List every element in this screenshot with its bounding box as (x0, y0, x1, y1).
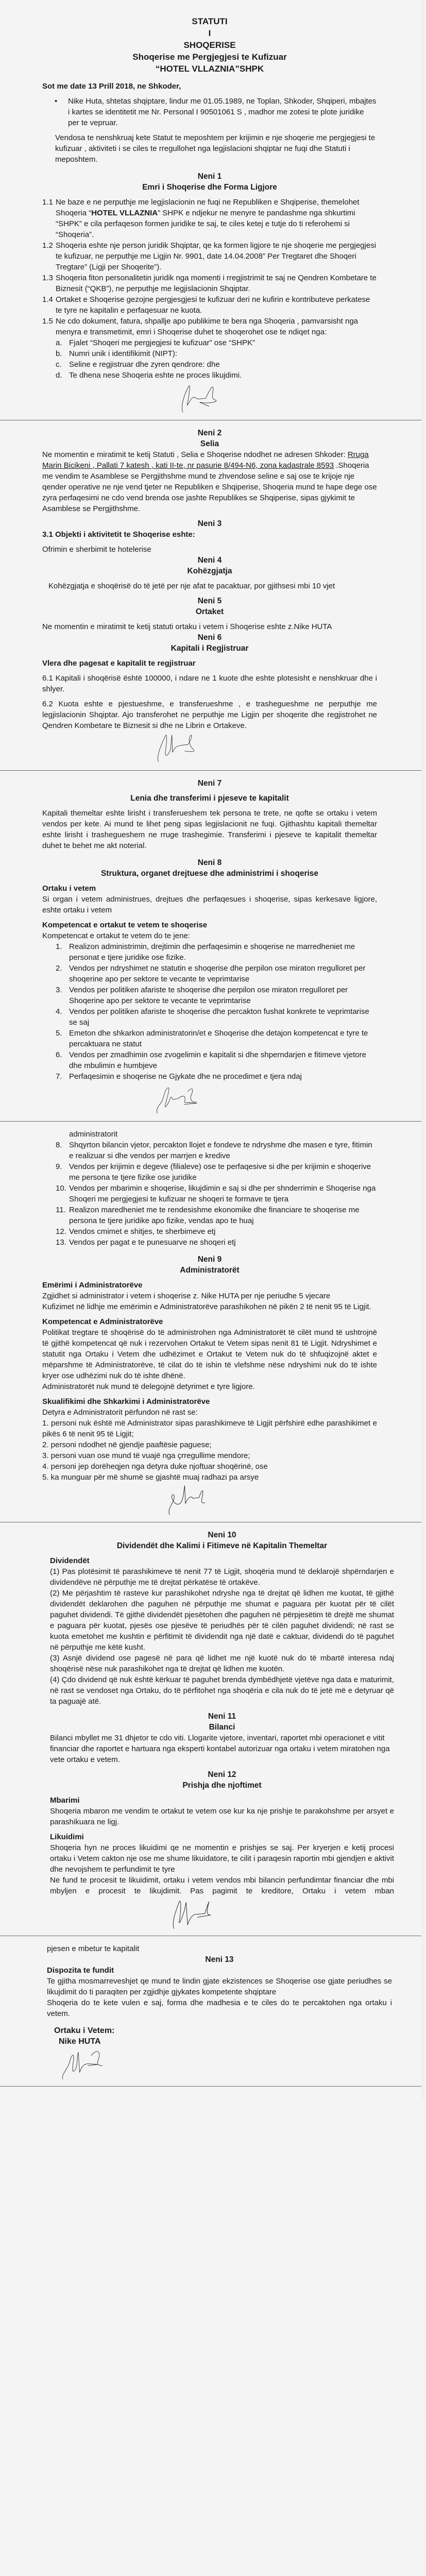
article-number: Neni 12 (208, 1770, 236, 1779)
article-title: Administratorët (180, 1266, 240, 1275)
clause-1-2 (42, 240, 377, 273)
liquidation-continuation: pjesen e mbetur te kapitalit (47, 1944, 140, 1953)
article-title: Struktura, organet drejtuese dhe administrimi i shoqerise (100, 869, 319, 878)
page-break (0, 1121, 421, 1122)
section-heading: Ortaku i vetem (42, 884, 96, 893)
admin-competences-text: Politikat tregtare të shoqërisë do të administrohen nga Administratorët të cilët mund të ushtrojnë të gjithë kompetencat që nuk i rezervohen Ortakut te Vetem sipas nenit 81 të Ligjit. Ndryshimet e statutit nga Ortaku i Vetem dhe udhëzimet e Ortakut te Vetem nuk do të shfuqizojnë aktet e mëparshme të Administratorëve, të cilat do të ishin të vlefshme nëse ndryshimi nuk do të ishte kryer ose udhëzimi nuk do të ishte dhënë. (42, 1328, 377, 1380)
date-line: Sot me date 13 Prill 2018, ne Shkoder, (42, 82, 181, 91)
article-number: Neni 9 (197, 1255, 222, 1264)
list-item: 12. Vendos cmimet e shitjes, te sherbimeve etj (56, 1227, 216, 1236)
list-item: 1. personi nuk është më Administrator sipas parashikimeve të Ligjit përfshirë edhe parashikimet e pikës 6 të nenit 95 të Ligjit; (42, 1419, 377, 1438)
clause-1-1 (42, 197, 377, 240)
article-number: Neni 11 (208, 1712, 236, 1721)
article-title: Bilanci (209, 1723, 235, 1732)
section-heading: Kompetencat e ortakut te vetem te shoqerise (42, 921, 208, 929)
competences-intro: Kompetencat e ortakut te vetem do te jene: (42, 931, 190, 940)
section-heading: Dividendët (50, 1556, 90, 1565)
page-edge (422, 0, 423, 2099)
company-name-bold: HOTEL VLLAZNIA (91, 209, 158, 217)
signature (61, 2049, 105, 2081)
section-heading: Likuidimi (50, 1833, 84, 1841)
dividend-clause: (3) Asnjë dividend ose pagesë në para që lidhet me një kuotë nuk do të mbartë interesa ndaj shoqërisë nëse nuk parashikohet nga të drejtat që lidhen me kuotën. (50, 1654, 394, 1673)
clause-number: 1.2 (42, 241, 53, 250)
list-item: 6. Vendos per zmadhimin ose zvogelimin e kapitalit si dhe shperndarjen e fitimeve vjetore dhe mbulimin e humbjeve (56, 1050, 366, 1070)
activity-text: Ofrimin e sherbimit te hotelerise (42, 545, 151, 554)
section-heading: Skualifikimi dhe Shkarkimi i Administratorëve (42, 1397, 210, 1406)
section-heading: Dispozita te fundit (47, 1966, 114, 1975)
registered-address: Rruga Marin Bicikeni , Pallati 7 katesh , kati II-te, nr pasurie 8/494-N6, zona kadastrale 8593 (42, 450, 369, 470)
clause-text: Ne baze e ne perputhje me legjislacionin ne fuqi ne Republiken e Shqiperise, themelohet Shoqeria “ (56, 198, 360, 217)
clause-number: 1.4 (42, 295, 53, 304)
list-item: 3. personi vuan ose mund të vuajë nga çrregullime mendore; (42, 1451, 250, 1460)
list-item: 13. Vendos per pagat e te punesuarve ne shoqeri etj (56, 1238, 236, 1247)
admin-delegation-text: Administratorët nuk mund të delegojnë detyrimet e tyre ligjore. (42, 1382, 255, 1391)
capital-clause-6-1: 6.1 Kapitali i shoqërisë është 100000, i ndare ne 1 kuote dhe eshte plotesisht e nenshkruar dhe i shlyer. (42, 674, 377, 693)
sole-partner-text: Si organ i vetem administrues, drejtues dhe perfaqesues i shoqerise, sipas kerkesave ligjore, eshte ortaku i vetem (42, 895, 377, 914)
list-item: 7. Perfaqesimin e shoqerise ne Gjykate dhe ne procedimet e tjera ndaj (56, 1072, 302, 1081)
page-6 (0, 1943, 426, 2081)
list-item: 5. ka munguar për më shumë se gjashtë muaj radhazi pa arsye (42, 1473, 259, 1482)
list-item: 1. Realizon administrimin, drejtimin dhe perfaqesimin e shoqerise ne marredheniet me personat e tjere juridike ose fizike. (56, 942, 355, 962)
list-item: 4. Vendos per politiken afariste te shoqerise dhe percakton fushat konkrete te veprimtarise se saj (56, 1007, 369, 1027)
list-item: 5. Emeton dhe shkarkon administratorin/et e Shoqerise dhe detajon kompetencat e tyre te percaktuara ne statut (56, 1029, 368, 1048)
list-item: 10. Vendos per mbarimin e shoqerise, likujdimin e saj si dhe per shnderrimin e Shoqerise nga Shoqeri me pergjegjesi te kufizuar ne shoqeri te formave te tjera (56, 1184, 376, 1204)
company-name: “HOTEL VLLAZNIA”SHPK (155, 64, 264, 74)
clause-text: Shoqeria fiton personalitetin juridik nga momenti i rregjistrimit te saj ne Qendren Kombetare te Biznesit (“QKB”), ne perputhje me legjislacionin Shqiptar. (56, 274, 377, 293)
article-number: Neni 2 (197, 429, 222, 437)
doc-title: STATUTI (192, 16, 228, 26)
article-title: Kapitali i Regjistruar (171, 644, 249, 653)
dividend-clause: (2) Me përjashtim të rasteve kur parashikohet ndryshe nga të drejtat që lidhen me kuotat, të gjithë dividendët deklarohen dhe paguhen në përputhje me shumat e paguara për kuotat për të cilët paguhet dividendi. Të gjithë dividendët pjesëtohen dhe paguhen në përpjesëtim të drejtë me shumat e paguara për kuotat, pjesës ose pjesëve të periudhës për të cilën paguhet dividendi; në rast se kuota emetohet me kushtin e përfitimit të dividendit nga një datë e caktuar, dividendi do të paguhet në përputhje me këtë kusht. (50, 1589, 394, 1652)
list-item: d. Te dhena nese Shoqeria eshte ne proces likujdimi. (56, 371, 242, 380)
signoff-role: Ortaku i Vetem: (54, 2026, 115, 2035)
page-break (0, 770, 421, 771)
liquidation-final-text: Ne fund te procesit te likuidimit, ortaku i vetem vendos mbi bilancin perfundimtar financiar dhe mbi mbyljen e procesit te likujdimit. Pas pagimit te kreditore, Ortaku i vetem mban (50, 1876, 394, 1895)
article-title: Prishja dhe njoftimet (182, 1781, 262, 1790)
page-break (0, 2086, 421, 2087)
page-4 (0, 1129, 426, 1517)
clause-text: Shoqeria eshte nje person juridik Shqiptar, qe ka formen ligjore te nje shoqerie me pergjegjesi te kufizuar, ne perputhje me Ligjin Nr. 9901, date 14.04.2008” Per Tregtaret dhe Shoqeri Tregtare” (Ligji per Shoqerite”). (56, 241, 377, 272)
partners-text: Ne momentin e miratimit te ketij statuti ortaku i vetem i Shoqerise eshte z.Nike HUTA (42, 622, 332, 631)
doc-title-conjunction: I (208, 28, 211, 38)
section-heading: Emërimi i Administratorëve (42, 1281, 143, 1290)
clause-text: ” SHPK e ndjekur ne menyre te pandashme nga shkurtimi “SHPK” e cila perfaqeson formen juridike te saj, te ciles ketej e tutje do ti referohemi si “Shoqeria”. (56, 209, 355, 239)
article-number: Neni 3 (197, 519, 222, 528)
disputes-text: Te gjitha mosmarreveshjet qe mund te lindin gjate ekzistences se Shoqerise ose gjate periudhes se likujdimit do ti paraqiten per zgjidhje gjykates kompetente shqiptare (47, 1977, 392, 1996)
dividend-clause: (4) Çdo dividend që nuk është kërkuar të paguhet brenda dymbëdhjetë vjetëve nga data e maturimit, në rast se vendoset nga Ortaku, do të përfitohet nga shoqëria e cila nuk do të jetë më e detyruar që ta paguajë atë. (50, 1675, 394, 1706)
article-number: Neni 4 (197, 556, 222, 565)
article-number: Neni 7 (197, 779, 222, 788)
article-title: Kohëzgjatja (187, 567, 232, 575)
article-number: Neni 13 (205, 1955, 234, 1964)
article-title: Selia (200, 439, 219, 448)
list-item-continuation: administratorit (69, 1130, 118, 1139)
founder-item (55, 96, 377, 128)
list-item: 9. Vendos per krijimin e degeve (filialeve) ose te perfaqesive si dhe per krijimin e shoqerive me persona te tjere fizike ose juridike (56, 1162, 371, 1182)
article-number: Neni 6 (197, 633, 222, 642)
clause-number: 1.5 (42, 317, 53, 326)
bullet-icon: • (55, 97, 58, 106)
article-title: Lenia dhe transferimi i pjeseve te kapitalit (130, 794, 289, 803)
signature (156, 733, 199, 765)
signature (156, 1084, 202, 1116)
article-number: Neni 10 (208, 1531, 236, 1539)
page-3 (0, 778, 426, 1116)
page-1 (0, 15, 426, 415)
list-item: 11. Realizon maredheniet me te rendesishme ekonomike dhe financiare te shoqerise me persona te tjere juridike apo fizike, vendas apo te huaj (56, 1206, 360, 1225)
list-item: c. Seline e regjistruar dhe zyren qendrore: dhe (56, 360, 220, 369)
page-2 (0, 428, 426, 765)
section-heading: Kompetencat e Administratorëve (42, 1317, 163, 1326)
dividend-clause: (1) Pas plotësimit të parashikimeve të nenit 77 të Ligjit, shoqëria mund të deklarojë shpërndarjen e dividendëve në përputhje me të drejtat përkatëse të ortakëve. (50, 1567, 394, 1587)
list-item: b. Numri unik i identifikimit (NIPT): (56, 349, 178, 358)
doc-subtitle: SHOQERISE (183, 40, 236, 50)
section-heading: Mbarimi (50, 1796, 80, 1805)
signature (166, 1485, 209, 1517)
clause-text: Ne cdo dokument, fatura, shpallje apo publikime te bera nga Shoqeria , pamvarsisht nga menyra e transmetimit, emri i Shoqerise duhet te shoqerohet ose te ndiqet nga: (56, 317, 359, 336)
article-number: Neni 8 (197, 858, 222, 867)
article-title: Dividendët dhe Kalimi i Fitimeve në Kapitalin Themeltar (116, 1541, 328, 1550)
clause-text: Ortaket e Shoqerise gezojne pergjesgjesi te kufizuar deri ne kufirin e kontributeve perkatese te tyre ne kapitalin e perfaqesuar ne kuota. (56, 295, 370, 315)
termination-text: Shoqeria mbaron me vendim te ortakut te vetem ose kur ka nje prishje te parakohshme per arsyet e parashikuara ne ligj. (50, 1807, 394, 1826)
decision-text: Vendosa te nenshkruaj kete Statut te meposhtem per krijimin e nje shoqerie me pergjegjesi te kufizuar , aktiviteti i se ciles te rregullohet nga legjislacioni shqiptar ne fuqi dhe Statuti i meposhtem. (55, 133, 376, 164)
list-item: 8. Shqyrton bilancin vjetor, percakton llojet e fondeve te ndryshme dhe masen e tyre, fitimin e realizuar si dhe vendos per marrjen e kredive (56, 1141, 372, 1160)
capital-clause-6-2: 6.2 Kuota eshte e pjestueshme, e transferueshme , e trashegueshme ne perputhje me legjislacionin Shqiptar. Ajo transferohet ne perputhje me Ligjin per shoqerite dhe regjistrohet ne Qendren Kombetare te Biznesit si dhe ne Librin e Ortakeve. (42, 700, 377, 730)
company-type: Shoqerise me Pergjegjesi te Kufizuar (132, 52, 287, 62)
list-item: 2. personi ndodhet në gjendje paaftësie paguese; (42, 1440, 212, 1449)
liquidation-text: Shoqeria hyn ne proces likuidimi qe ne momentin e prishjes se saj. Per kryerjen e ketij procesi ortaku i Vetem cakton nje ose me shume likuidatore, te cilit i paraqesin raportin mbi gjendjen e aktivit dhe nevojshem te perfundimit te tyre (50, 1843, 394, 1874)
list-item: a. Fjalet “Shoqeri me pergjegjesi te kufizuar” ose “SHPK” (56, 338, 255, 347)
article-title: Emri i Shoqerise dhe Forma Ligjore (142, 183, 277, 192)
list-item: 2. Vendos per ndryshimet ne statutin e shoqerise dhe perpilon ose miraton rregulloret per shoqerine apo per sektore te vecante te veprimtarise (56, 964, 366, 984)
clause-number: 1.1 (42, 198, 53, 207)
section-heading: Vlera dhe pagesat e kapitalit te regjistruar (42, 659, 196, 668)
duration-text: Kohëzgjatja e shoqërisë do të jetë per nje afat te pacaktuar, por gjithsesi mbi 10 vjet (48, 582, 335, 590)
appointment-text: Zgjidhet si administrator i vetem i shoqerise z. Nike HUTA per nje periudhe 5 vjecare (42, 1292, 331, 1300)
section-heading: 3.1 Objekti i aktivitetit te Shoqerise eshte: (42, 530, 195, 539)
seal-text: Shoqeria do te kete vulen e saj, forma dhe madhesia e te ciles do te percaktohen nga ortaku i vetem. (47, 1998, 392, 2018)
seat-text: Ne momentin e miratimit te ketij Statuti , Selia e Shoqerise ndodhet ne adresen Shkoder: Rruga Marin Bicikeni , Pallati 7 katesh , kati II-te, nr pasurie 8/494-N6, zona kadastrale 8593 .Shoqeria me vendim te Asamblese se Pergjithshme mund te zhvendose seline e saj ose te krijoje nje qender operative ne nje vend tjeter ne Republiken e Shqiperise, Shoqeria mund te hape dege ose zyra perfaqesimi ne cdo vend brenda ose jashte Republikes se Shqiperise, sipas gjykimit te Asamblese se Pergjithshme. (42, 450, 377, 513)
article-title: Ortaket (195, 607, 224, 616)
termination-intro: Detyra e Administratorit përfundon në rast se: (42, 1408, 198, 1417)
article-number: Neni 1 (197, 172, 222, 181)
signature (179, 383, 223, 415)
article-number: Neni 5 (197, 597, 222, 605)
balance-text: Bilanci mbyllet me 31 dhjetor te cdo viti. Llogarite vjetore, inventari, raportet mbi operacionet e vitit financiar dhe raportet e hartuara nga eksperti kontabel autorizuar nga ortaku i vetem miratohen nga vete ortaku e vetem. (50, 1734, 390, 1764)
appointment-limits: Kufizimet në lidhje me emërimin e Administratorëve parashikohen në pikën 2 të nenit 95 të Ligjit. (42, 1302, 371, 1311)
transfer-text: Kapitali themeltar eshte lirisht i transferueshem tek persona te trete, ne qofte se ortaku i vetem vendos per kete. Ai mund te lihet peng sipas legjislacionit ne fuqi. Gjithashtu kapitali themeltar eshte lirisht i trashegueshem ne rruge trashegimie. Transferimi i pjeseve te kapitalit themeltar duhet te behet me akt noterial. (42, 809, 377, 850)
page-5 (0, 1530, 426, 1930)
clause-1-5 (42, 316, 377, 337)
clause-number: 1.3 (42, 274, 53, 282)
signoff-name: Nike HUTA (59, 2037, 101, 2046)
list-item: 4. personi jep dorëheqjen nga detyra duke njoftuar shoqërinë, ose (42, 1462, 268, 1471)
signature (171, 1899, 214, 1930)
clause-1-4 (42, 294, 377, 316)
founder-text: Nike Huta, shtetas shqiptare, lindur me 01.05.1989, ne Toplan, Shkoder, Shqiperi, mbajtes i kartes se identitetit me Nr. Personal I 90501061 S , madhor me zotesi te plote juridike per te vepruar. (68, 97, 377, 127)
clause-1-3 (42, 273, 377, 294)
list-item: 3. Vendos per politiken afariste te shoqerise dhe perpilon ose miraton rregulloret per Shoqerine apo per sektore te vecante te veprimtarise (56, 986, 348, 1005)
